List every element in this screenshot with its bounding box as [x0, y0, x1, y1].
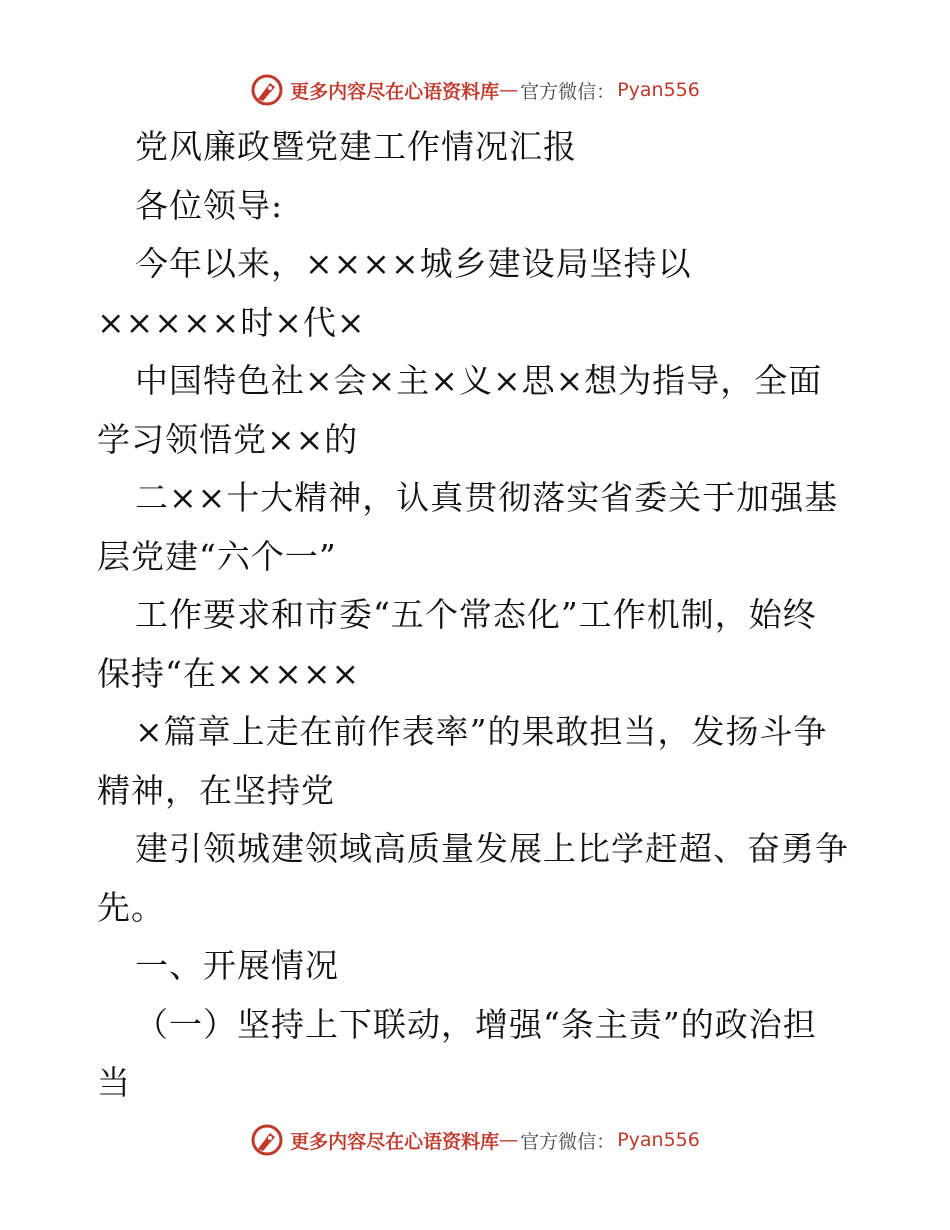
document-title: 党风廉政暨党建工作情况汇报 — [135, 127, 577, 166]
paragraph-line: ×篇章上走在前作表率”的果敢担当，发扬斗争 — [135, 712, 828, 751]
subsection-heading-continued: 当 — [97, 1063, 131, 1102]
subsection-heading: （一）坚持上下联动，增强“条主责”的政治担 — [135, 1004, 817, 1044]
paragraph-line: 先。 — [97, 887, 165, 927]
section-heading: 一、开展情况 — [135, 946, 339, 985]
banner-wechat-id: Pyan556 — [617, 1129, 700, 1151]
footer-banner — [0, 1120, 950, 1160]
header-banner — [0, 70, 950, 110]
paragraph-line: 中国特色社×会×主×义×思×想为指导，全面 — [135, 361, 823, 400]
banner-brand: 更多内容尽在心语资料库 — [290, 80, 500, 103]
salutation: 各位领导: — [135, 185, 284, 225]
paragraph-line: ×××××时×代× — [97, 302, 366, 342]
banner-official-label: 官方微信： — [520, 1130, 616, 1153]
pen-nib-circle-icon — [250, 73, 284, 107]
paragraph-line: 保持“在××××× — [97, 653, 361, 693]
banner-dash: — — [499, 79, 519, 101]
paragraph-line: 层党建“六个一” — [97, 536, 337, 576]
document-body — [97, 118, 857, 1113]
paragraph-line: 建引领城建领域高质量发展上比学赶超、奋勇争 — [135, 829, 849, 868]
banner-dash: — — [499, 1129, 519, 1151]
paragraph-line: 二××十大精神，认真贯彻落实省委关于加强基 — [135, 478, 839, 517]
banner-wechat-id: Pyan556 — [617, 79, 700, 101]
paragraph-line: 学习领悟党××的 — [97, 419, 359, 459]
paragraph-line: 工作要求和市委“五个常态化”工作机制，始终 — [135, 595, 817, 634]
banner-brand: 更多内容尽在心语资料库 — [290, 1130, 500, 1153]
paragraph-line: 今年以来，××××城乡建设局坚持以 — [135, 244, 692, 283]
banner-official-label: 官方微信： — [520, 80, 616, 103]
paragraph-line: 精神，在坚持党 — [97, 770, 335, 810]
pen-nib-circle-icon — [250, 1123, 284, 1157]
